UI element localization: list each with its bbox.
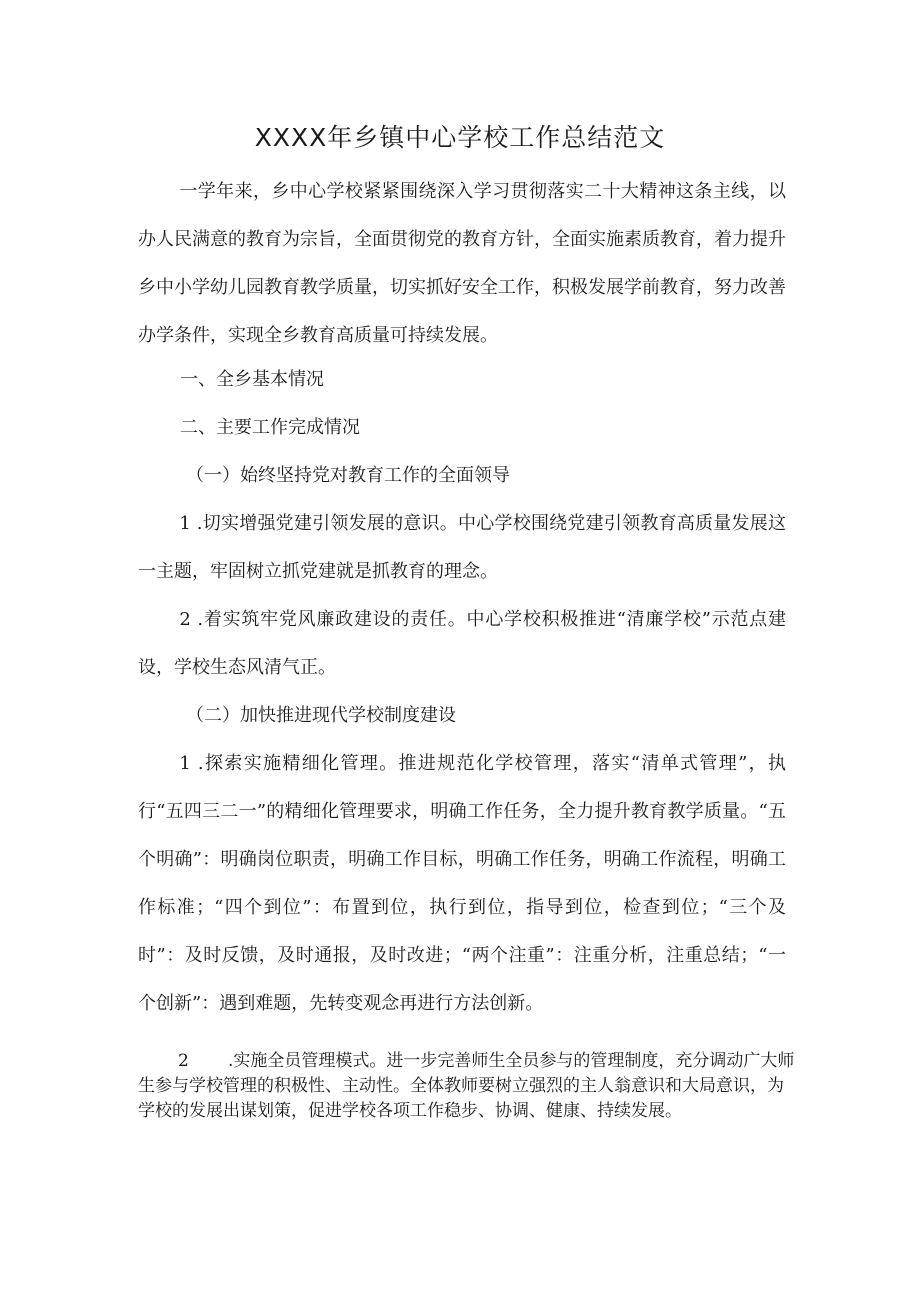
document-title: XXXX年乡镇中心学校工作总结范文 bbox=[254, 123, 666, 152]
sub2-item-2-number: 2 bbox=[178, 1051, 189, 1071]
subsection-heading-1: （一）始终坚持党对教育工作的全面领导 bbox=[186, 465, 510, 486]
sub1-item-1: 1 .切实增强党建引领发展的意识。中心学校围绕党建引领教育高质量发展这一主题，牢固树立抓党建就是抓教育的理念。 bbox=[138, 513, 786, 582]
section-heading-1: 一、全乡基本情况 bbox=[180, 369, 324, 390]
sub2-item-2-text: .实施全员管理模式。进一步完善师生全员参与的管理制度，充分调动广大师生参与学校管理的积极性、主动性。全体教师要树立强烈的主人翁意识和大局意识，为学校的发展出谋划策，促进学校各项工作稳步、协调、健康、持续发展。 bbox=[138, 1051, 795, 1121]
subsection-heading-2: （二）加快推进现代学校制度建设 bbox=[186, 705, 456, 726]
sub2-item-1: 1 .探索实施精细化管理。推进规范化学校管理，落实“清单式管理”，执行“五四三二一”的精细化管理要求，明确工作任务，全力提升教育教学质量。“五个明确”：明确岗位职责，明确工作目标，明确工作任务，明确工作流程，明确工作标准；“四个到位”：布置到位，执行到位，指导到位，检查到位；“三个及时”：及时反馈，及时通报，及时改进；“两个注重”：注重分析，注重总结；“一个创新”：遇到难题，先转变观念再进行方法创新。 bbox=[138, 753, 786, 1014]
section-heading-2: 二、主要工作完成情况 bbox=[180, 417, 360, 438]
intro-paragraph: 一学年来，乡中心学校紧紧围绕深入学习贯彻落实二十大精神这条主线，以办人民满意的教育为宗旨，全面贯彻党的教育方针，全面实施素质教育，着力提升乡中小学幼儿园教育教学质量，切实抓好安全工作，积极发展学前教育，努力改善办学条件，实现全乡教育高质量可持续发展。 bbox=[138, 181, 786, 346]
sub2-item-2 bbox=[138, 1049, 798, 1124]
sub1-item-2: 2 .着实筑牢党风廉政建设的责任。中心学校积极推进“清廉学校”示范点建设，学校生态风清气正。 bbox=[138, 609, 786, 678]
